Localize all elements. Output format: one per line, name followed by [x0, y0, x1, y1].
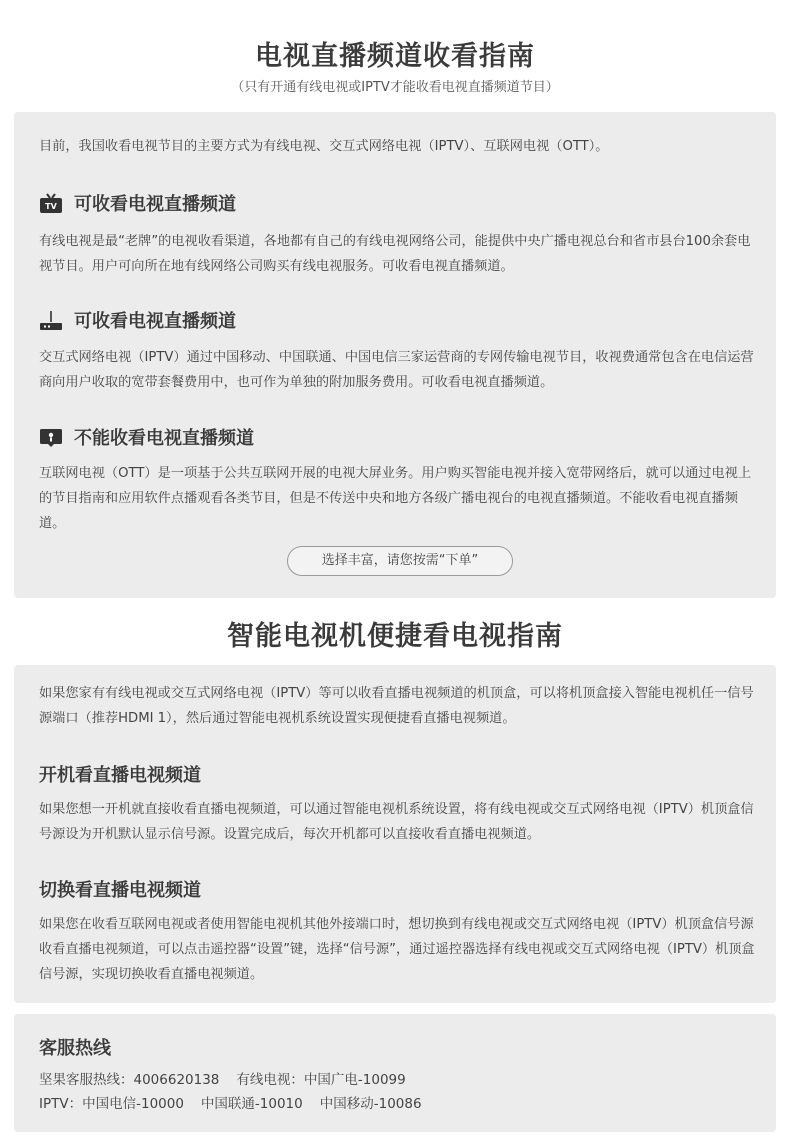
tv-guide-card — [14, 665, 776, 1003]
page-title: 电视直播频道收看指南 — [255, 41, 535, 72]
hotline-line-2 — [39, 1094, 439, 1114]
hotline-unicom: 中国联通-10010 — [200, 1096, 303, 1112]
section-body-switch: 如果您在收看互联网电视或者使用智能电视机其他外接端口时，想切换到有线电视或交互式网络电视（IPTV）机顶盒信号源收看直播电视频道，可以点击遥控器“设置”键，选择“信号源”，通过遥控器选择有线电视或交互式网络电视（IPTV）机顶盒信号源，实现切换收看直播电视频道。 — [39, 917, 755, 982]
channels-card — [14, 112, 776, 598]
hotline-jmgo: 坚果客服热线：4006620138 — [39, 1072, 220, 1088]
section-body-cable: 有线电视是最“老牌”的电视收看渠道，各地都有自己的有线电视网络公司，能提供中央广播电视总台和省市县台100余套电视节目。用户可向所在地有线网络公司购买有线电视服务。可收看电视直播频道。 — [39, 234, 751, 274]
hotline-mobile: 中国移动-10086 — [319, 1096, 422, 1112]
tv-guide-intro: 如果您家有有线电视或交互式网络电视（IPTV）等可以收看直播电视频道的机顶盒，可以将机顶盒接入智能电视机任一信号源端口（推荐HDMI 1），然后通过智能电视机系统设置实现便捷看直播电视频道。 — [39, 686, 754, 726]
section-heading-ott — [39, 424, 254, 450]
section-body-ott: 互联网电视（OTT）是一项基于公共互联网开展的电视大屏业务。用户购买智能电视并接入宽带网络后，就可以通过电视上的节目指南和应用软件点播观看各类节目，但是不传送中央和地方各级广播电视台的电视直播频道。不能收看电视直播频道。 — [39, 466, 752, 531]
tv-guide-title: 智能电视机便捷看电视指南 — [227, 621, 563, 652]
section-heading-text: 可收看电视直播频道 — [74, 311, 236, 332]
router-icon — [39, 309, 63, 331]
svg-text:TV: TV — [45, 202, 57, 211]
page-subtitle: （只有开通有线电视或IPTV才能收看电视直播频道节目） — [231, 80, 559, 95]
section-body-power-on: 如果您想一开机就直接收看直播电视频道，可以通过智能电视机系统设置，将有线电视或交互式网络电视（IPTV）机顶盒信号源设为开机默认显示信号源。设置完成后，每次开机都可以直接收看直播电视频道。 — [39, 802, 754, 842]
channels-intro: 目前，我国收看电视节目的主要方式为有线电视、交互式网络电视（IPTV）、互联网电视（OTT）。 — [39, 139, 609, 154]
hotline-card — [14, 1014, 776, 1132]
hotline-title: 客服热线 — [39, 1038, 111, 1059]
section-heading-power-on: 开机看直播电视频道 — [39, 765, 201, 786]
section-heading-text: 不能收看电视直播频道 — [74, 428, 254, 449]
section-body-iptv: 交互式网络电视（IPTV）通过中国移动、中国联通、中国电信三家运营商的专网传输电视节目，收视费通常包含在电信运营商向用户收取的宽带套餐费用中，也可作为单独的附加服务费用。可收看电视直播频道。 — [39, 350, 754, 390]
hotline-line-1 — [39, 1070, 423, 1090]
hotline-telecom: IPTV：中国电信-10000 — [39, 1096, 184, 1112]
hotline-cable: 有线电视：中国广电-10099 — [236, 1072, 406, 1088]
section-heading-cable — [39, 190, 236, 216]
section-heading-iptv — [39, 307, 236, 333]
section-heading-text: 可收看电视直播频道 — [74, 194, 236, 215]
tv-icon — [39, 192, 63, 214]
order-button[interactable]: 选择丰富，请您按需“下单” — [287, 546, 513, 576]
section-heading-switch: 切换看直播电视频道 — [39, 880, 201, 901]
internet-tv-icon — [39, 426, 63, 448]
